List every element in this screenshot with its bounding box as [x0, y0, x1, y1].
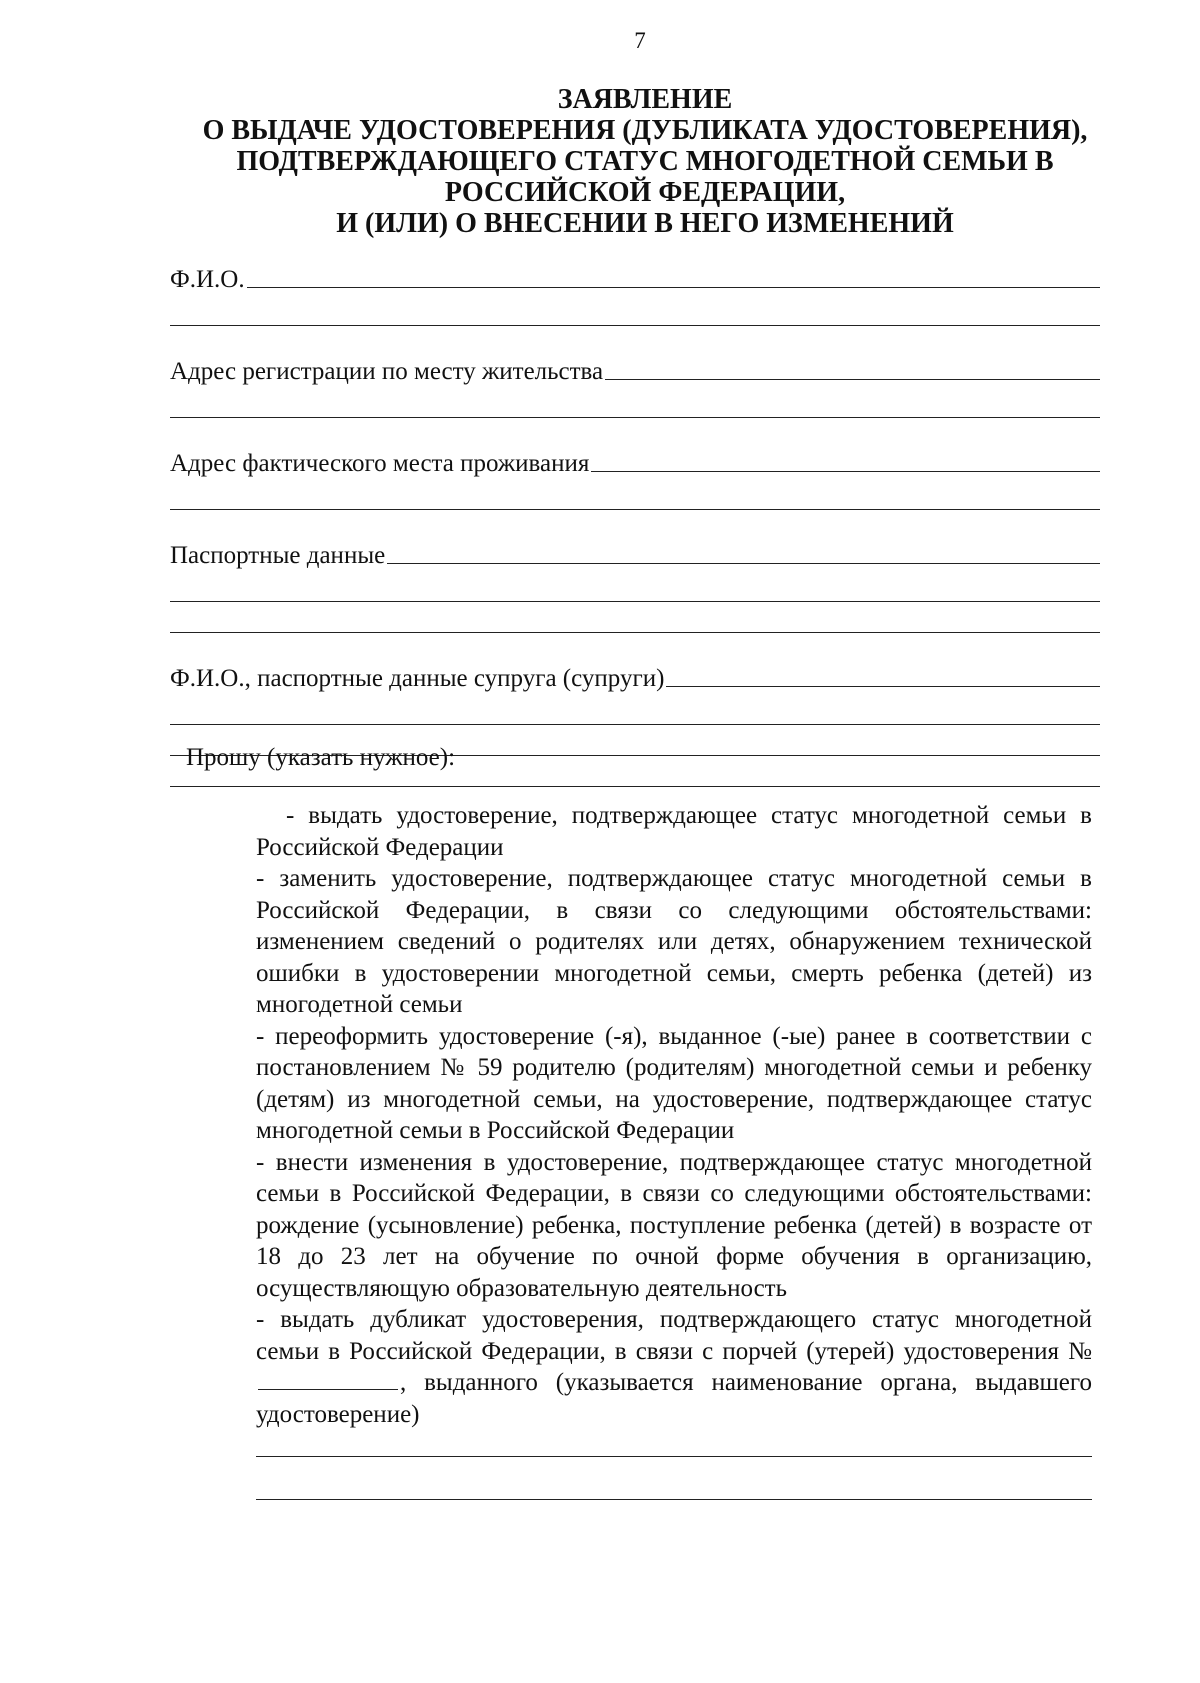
certificate-number-input-line[interactable]: [258, 1388, 398, 1390]
issuing-authority-input-line[interactable]: [256, 1499, 1092, 1500]
blank-input-line[interactable]: [170, 325, 1100, 326]
passport-input-line[interactable]: [387, 562, 1100, 564]
title-line: ЗАЯВЛЕНИЕ: [557, 84, 733, 115]
option-reissue[interactable]: - переоформить удостоверение (-я), выданное (-ые) ранее в соответствии с постановлением № 59 родителю (родителям) многодетной семьи и ребенку (детям) из многодетной семьи, на удостоверение, подтверждающее статус многодетной семьи в Российской Федерации: [256, 1022, 1092, 1144]
spouse-field[interactable]: [170, 663, 1100, 693]
option-replace[interactable]: - заменить удостоверение, подтверждающее статус многодетной семьи в Российской Федерации, в связи со следующими обстоятельствами: изменением сведений о родителях или детях, обнаружением технической ошибки в удостоверении многодетной семьи, смерть ребенка (детей) из многодетной семьи: [256, 865, 1092, 1018]
blank-input-line[interactable]: [170, 632, 1100, 633]
option-duplicate-text: - выдать дубликат удостоверения, подтверждающего статус многодетной семьи в Российской Федерации, в связи с порчей (утерей) удостоверения №: [256, 1306, 1092, 1365]
actual-address-input-line[interactable]: [591, 470, 1100, 472]
blank-input-line[interactable]: [170, 417, 1100, 418]
option-amend[interactable]: - внести изменения в удостоверение, подтверждающее статус многодетной семьи в Российской Федерации, в связи со следующими обстоятельствами: рождение (усыновление) ребенка, поступление ребенка (детей) в возрасте от 18 до 23 лет на обучение по очной форме обучения в организацию, осуществляющую образовательную деятельность: [256, 1148, 1092, 1302]
blank-input-line[interactable]: [170, 786, 1100, 787]
fio-field[interactable]: [170, 264, 1100, 294]
passport-field[interactable]: [170, 540, 1100, 570]
actual-address-label: Адрес фактического места проживания: [170, 450, 590, 477]
option-issue[interactable]: - выдать удостоверение, подтверждающее статус многодетной семьи в Российской Федерации: [256, 802, 1092, 861]
title-line: О ВЫДАЧЕ УДОСТОВЕРЕНИЯ (ДУБЛИКАТА УДОСТОВЕРЕНИЯ),: [202, 115, 1088, 146]
option-duplicate-text-end: , выданного (указывается наименование органа, выдавшего удостоверение): [256, 1369, 1092, 1428]
registration-address-field[interactable]: [170, 356, 1100, 386]
blank-input-line[interactable]: [170, 724, 1100, 725]
document-title: [160, 84, 1130, 239]
registration-address-input-line[interactable]: [605, 378, 1100, 380]
spouse-label: Ф.И.О., паспортные данные супруга (супруги): [170, 665, 665, 692]
spouse-input-line[interactable]: [666, 685, 1100, 687]
fio-input-line[interactable]: [247, 286, 1100, 288]
option-duplicate[interactable]: [256, 1304, 1092, 1430]
request-options: [256, 800, 1092, 1500]
passport-label: Паспортные данные: [170, 542, 386, 569]
blank-input-line[interactable]: [170, 601, 1100, 602]
request-label: Прошу (указать нужное):: [186, 744, 456, 771]
issuing-authority-input-line[interactable]: [256, 1456, 1092, 1457]
actual-address-field[interactable]: [170, 448, 1100, 478]
fio-label: Ф.И.О.: [170, 266, 245, 293]
blank-input-line[interactable]: [170, 509, 1100, 510]
registration-address-label: Адрес регистрации по месту жительства: [170, 358, 604, 385]
page-number: 7: [634, 28, 646, 53]
title-line: РОССИЙСКОЙ ФЕДЕРАЦИИ,: [444, 177, 846, 208]
title-line: ПОДТВЕРЖДАЮЩЕГО СТАТУС МНОГОДЕТНОЙ СЕМЬИ В: [236, 146, 1054, 177]
applicant-fields: [170, 264, 1100, 817]
title-line: И (ИЛИ) О ВНЕСЕНИИ В НЕГО ИЗМЕНЕНИЙ: [336, 208, 954, 239]
